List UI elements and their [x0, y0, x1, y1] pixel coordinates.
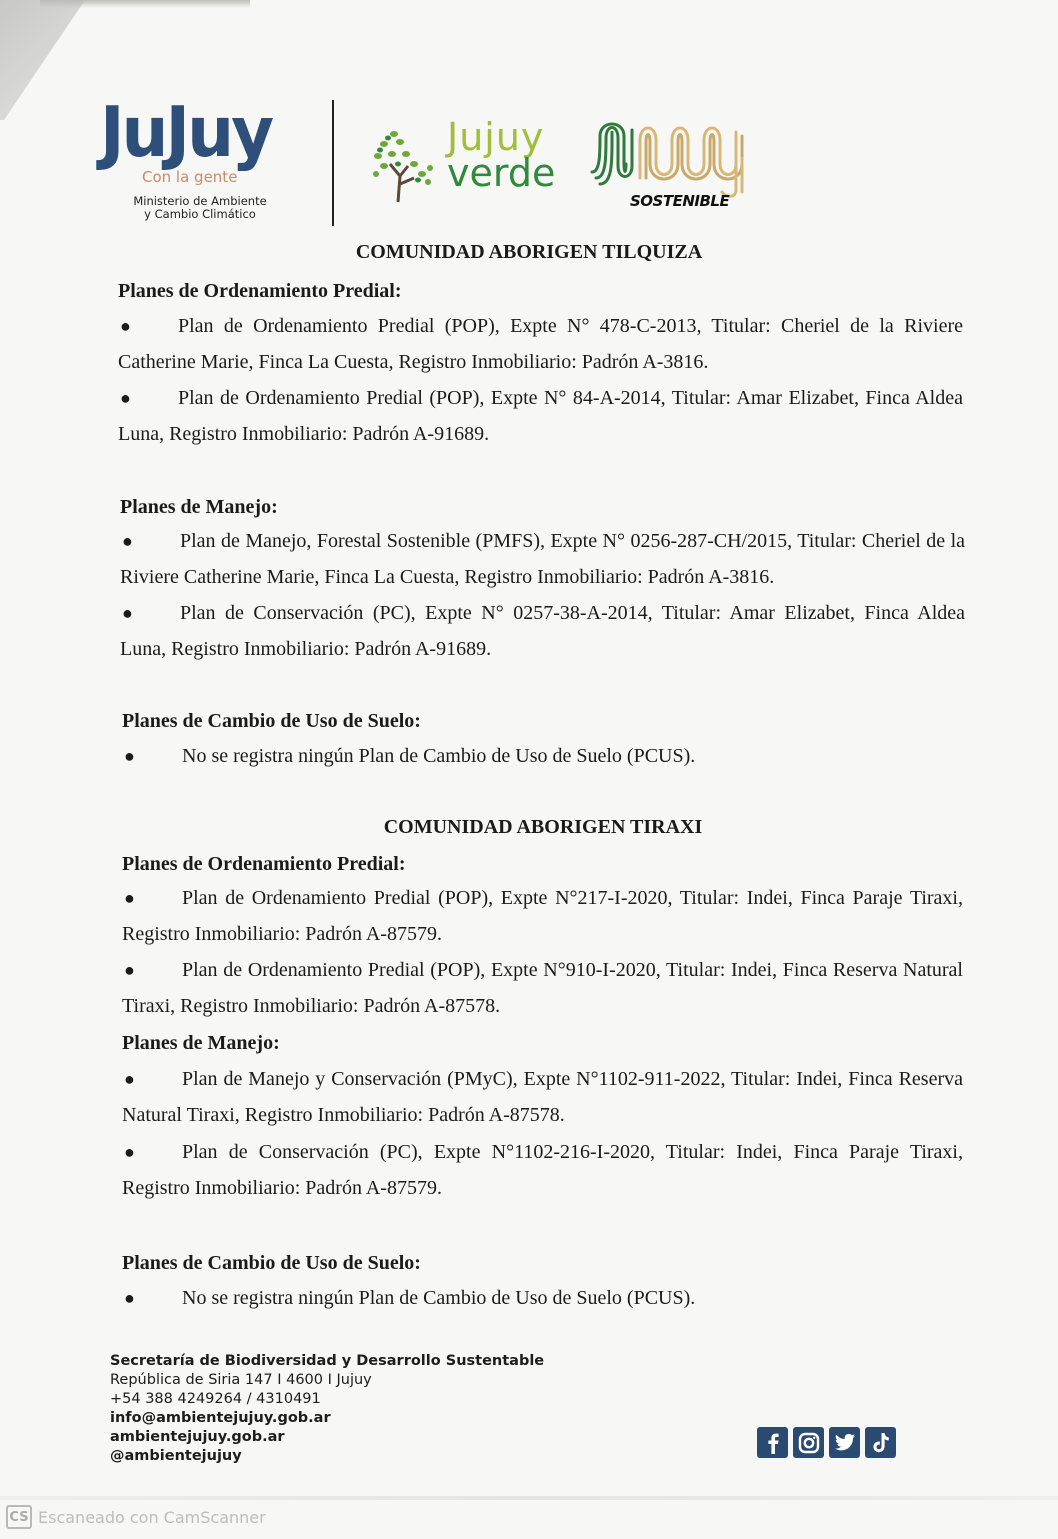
list-item — [122, 1061, 963, 1133]
list-item-text: Plan de Ordenamiento Predial (POP), Expte N° 478-C-2013, Titular: Cheriel de la Riviere Catherine Marie, Finca La Cuesta, Registro Inmobiliario: Padrón A-3816. — [118, 315, 963, 373]
list-item-text: Plan de Conservación (PC), Expte N°1102-216-I-2020, Titular: Indei, Finca Paraje Tiraxi, Registro Inmobiliario: Padrón A-87579. — [122, 1141, 963, 1199]
logo-sostenible-label: SOSTENIBLE — [630, 192, 730, 210]
social-links — [757, 1427, 896, 1458]
list-item-text: Plan de Ordenamiento Predial (POP), Expte N° 84-A-2014, Titular: Amar Elizabet, Finca Aldea Luna, Registro Inmobiliario: Padrón A-91689. — [118, 387, 963, 445]
footer-address: República de Siria 147 I 4600 I Jujuy — [110, 1372, 372, 1388]
list-item-text: Plan de Conservación (PC), Expte N° 0257-38-A-2014, Titular: Amar Elizabet, Finca Aldea Luna, Registro Inmobiliario: Padrón A-91689. — [120, 602, 965, 660]
logo-jujuy-word: JuJuy — [100, 92, 272, 173]
section-title-tiraxi: COMUNIDAD ABORIGEN TIRAXI — [383, 816, 703, 838]
ministry-line-2: y Cambio Climático — [144, 207, 256, 221]
header-divider — [332, 100, 334, 226]
scan-shadow — [40, 0, 250, 8]
footer-email[interactable]: info@ambientejujuy.gob.ar — [110, 1410, 331, 1426]
tiktok-icon[interactable] — [865, 1427, 896, 1458]
footer-phone: +54 388 4249264 / 4310491 — [110, 1391, 321, 1407]
bullet-icon: ● — [120, 316, 131, 336]
section-title-tilquiza: COMUNIDAD ABORIGEN TILQUIZA — [355, 241, 703, 263]
list-item — [122, 1280, 967, 1316]
bullet-icon: ● — [120, 388, 131, 408]
bullet-icon: ● — [124, 1069, 135, 1089]
logo-jujuy-sostenible — [590, 118, 765, 210]
list-item — [120, 595, 965, 667]
list-item — [122, 1134, 963, 1206]
ministry-line-1: Ministerio de Ambiente — [133, 194, 267, 208]
bullet-icon: ● — [124, 746, 135, 766]
list-item-text: Plan de Manejo y Conservación (PMyC), Expte N°1102-911-2022, Titular: Indei, Finca Reserva Natural Tiraxi, Registro Inmobiliario: Padrón A-87578. — [122, 1068, 963, 1126]
logo-verde-line-2: verde — [447, 151, 556, 195]
list-item-text: Plan de Manejo, Forestal Sostenible (PMFS), Expte N° 0256-287-CH/2015, Titular: Cheriel de la Riviere Catherine Marie, Finca La Cuesta, Registro Inmobiliario: Padrón A-3816. — [120, 530, 965, 588]
tree-icon — [370, 124, 440, 204]
footer-handle: @ambientejujuy — [110, 1448, 242, 1464]
bullet-icon: ● — [124, 888, 135, 908]
heading-ordenamiento-predial: Planes de Ordenamiento Predial: — [118, 280, 402, 302]
logo-verde-line-1: Jujuy — [447, 115, 545, 159]
ministry-name — [125, 195, 275, 221]
list-item-text: No se registra ningún Plan de Cambio de Uso de Suelo (PCUS). — [182, 1287, 696, 1309]
list-item-text: No se registra ningún Plan de Cambio de Uso de Suelo (PCUS). — [182, 745, 696, 767]
jujuy-sostenible-mark — [590, 118, 765, 198]
footer-website[interactable]: ambientejujuy.gob.ar — [110, 1429, 285, 1445]
footer-office: Secretaría de Biodiversidad y Desarrollo Sustentable — [110, 1353, 545, 1369]
logo-jujuy-con-la-gente — [100, 92, 300, 221]
bullet-icon: ● — [124, 1142, 135, 1162]
list-item — [120, 523, 965, 595]
list-item — [118, 380, 963, 452]
heading-planes-manejo: Planes de Manejo: — [122, 1032, 280, 1054]
twitter-icon[interactable] — [829, 1427, 860, 1458]
scanned-page-corner — [0, 0, 90, 120]
camscanner-text: Escaneado con CamScanner — [38, 1507, 266, 1527]
bullet-icon: ● — [122, 531, 133, 551]
list-item — [122, 952, 963, 1024]
heading-ordenamiento-predial: Planes de Ordenamiento Predial: — [122, 853, 406, 875]
list-item — [118, 308, 963, 380]
heading-cambio-uso-suelo: Planes de Cambio de Uso de Suelo: — [122, 710, 421, 732]
facebook-icon[interactable] — [757, 1427, 788, 1458]
camscanner-watermark — [6, 1505, 266, 1529]
camscanner-badge: CS — [6, 1505, 32, 1529]
list-item — [122, 880, 963, 952]
bullet-icon: ● — [122, 603, 133, 623]
instagram-icon[interactable] — [793, 1427, 824, 1458]
heading-planes-manejo: Planes de Manejo: — [120, 496, 278, 518]
bullet-icon: ● — [124, 1288, 135, 1308]
footer-contact — [110, 1352, 544, 1466]
scan-bottom-edge — [0, 1496, 1058, 1500]
heading-cambio-uso-suelo: Planes de Cambio de Uso de Suelo: — [122, 1252, 421, 1274]
bullet-icon: ● — [124, 960, 135, 980]
logo-jujuy-tagline: Con la gente — [142, 168, 238, 186]
list-item-text: Plan de Ordenamiento Predial (POP), Expte N°217-I-2020, Titular: Indei, Finca Paraje Tiraxi, Registro Inmobiliario: Padrón A-87579. — [122, 887, 963, 945]
list-item-text: Plan de Ordenamiento Predial (POP), Expte N°910-I-2020, Titular: Indei, Finca Reserva Natural Tiraxi, Registro Inmobiliario: Padrón A-87578. — [122, 959, 963, 1017]
list-item — [122, 738, 967, 774]
